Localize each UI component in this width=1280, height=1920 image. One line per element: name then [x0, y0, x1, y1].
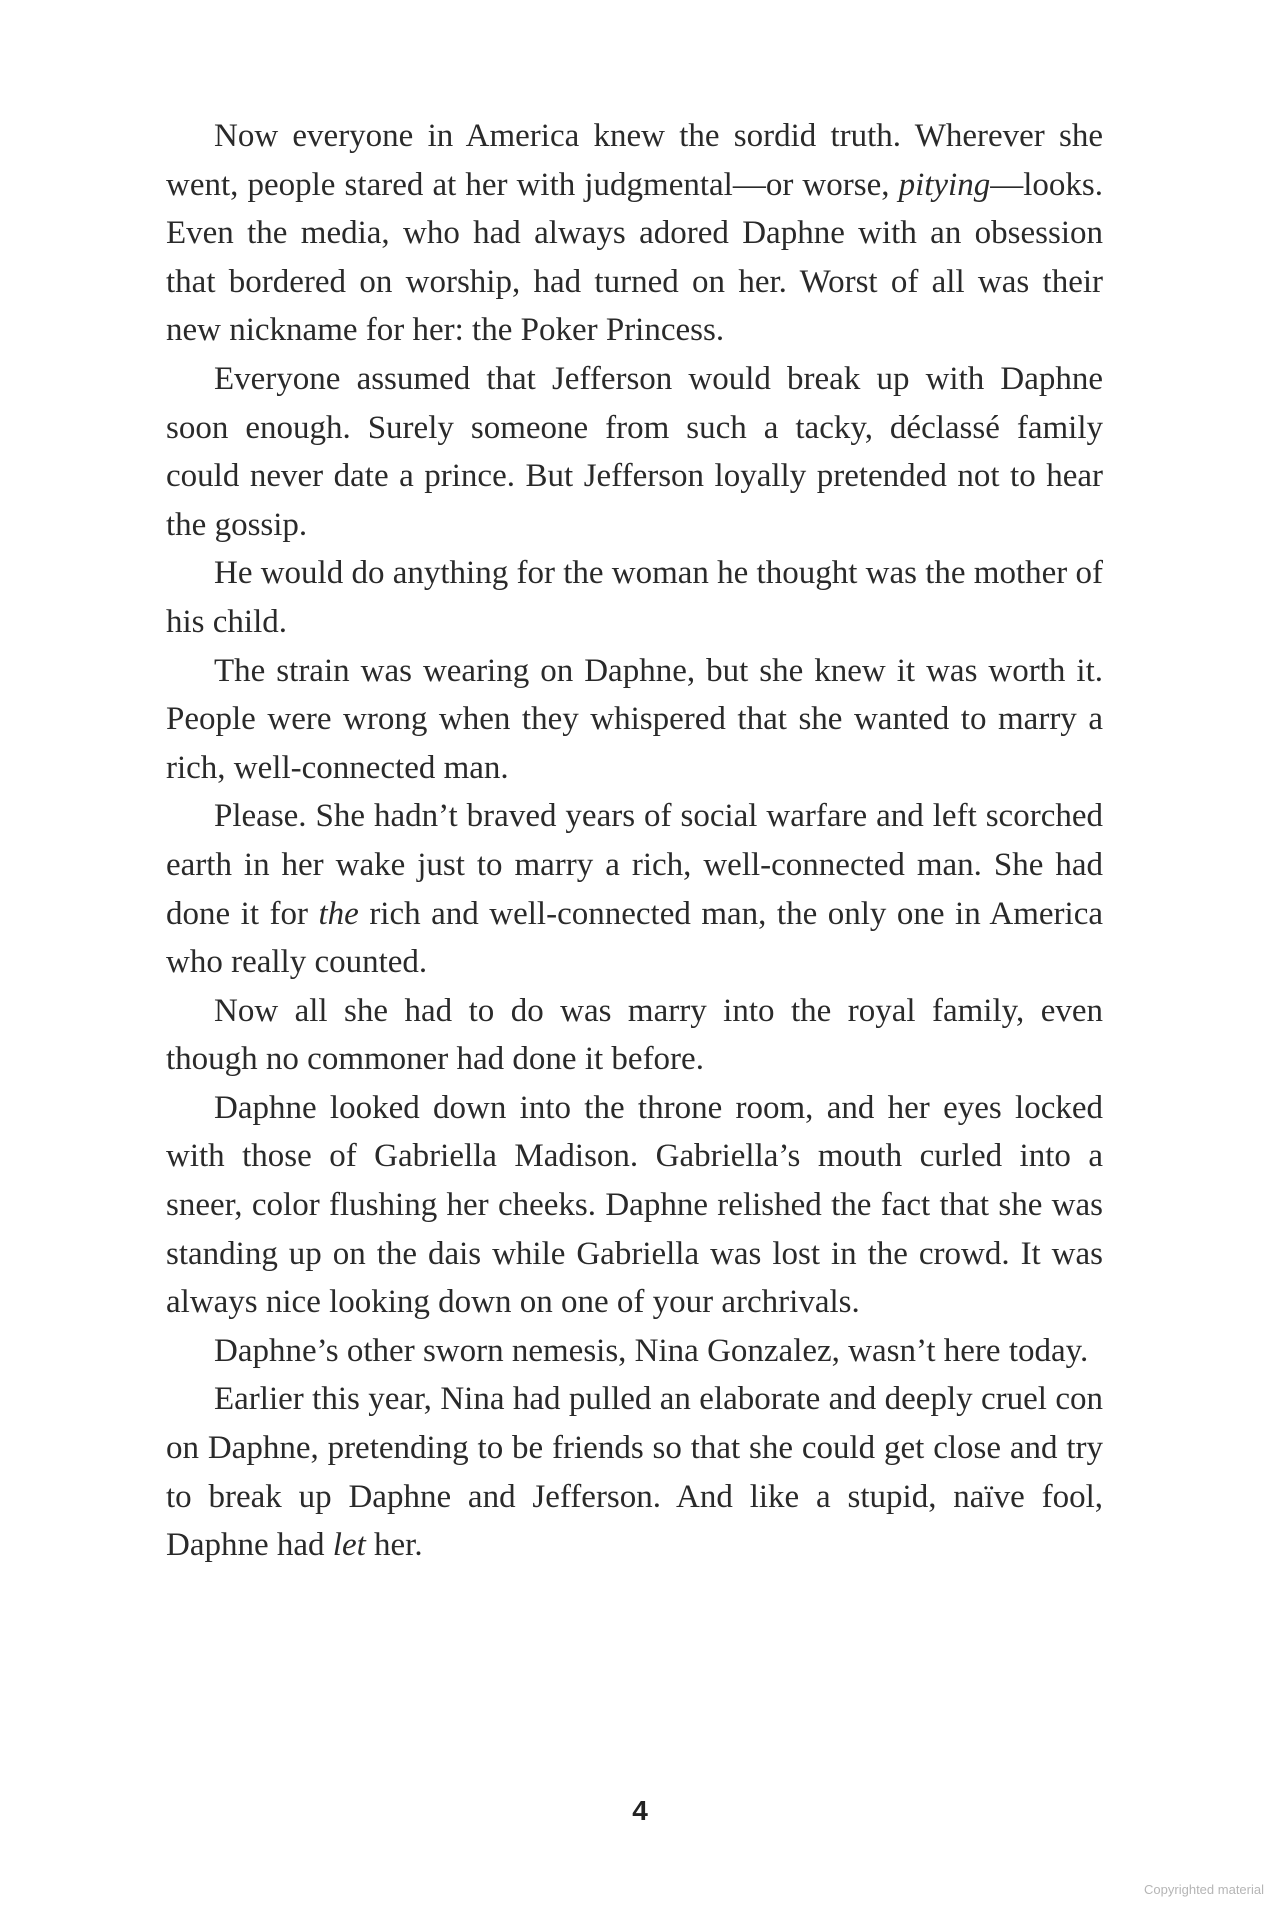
paragraph-6: Now all she had to do was marry into the royal family, even though no commoner had done it before.	[166, 992, 1103, 1078]
paragraph-2: Everyone assumed that Jefferson would break up with Daphne soon enough. Surely someone from such a tacky, déclassé family could never date a prince. But Jefferson loyally pretended not to hear the gossip.	[166, 360, 1103, 543]
page-number: 4	[632, 1795, 648, 1826]
paragraph-3: He would do anything for the woman he thought was the mother of his child.	[166, 555, 1103, 640]
paragraph-1: Now everyone in America knew the sordid truth. Wherever she went, people stared at her with judgmental—or worse, pitying—looks. Even the media, who had always adored Daphne with an obsession that bordered on worship, had turned on her. Worst of all was their new nickname for her: the Poker Princess.	[166, 118, 1103, 349]
paragraph-5: Please. She hadn’t braved years of social warfare and left scorched earth in her wake just to marry a rich, well-connected man. She had done it for the rich and well-connected man, the only one in America who really counted.	[166, 798, 1104, 981]
paragraph-7: Daphne looked down into the throne room, and her eyes locked with those of Gabriella Madison. Gabriella’s mouth curled into a sneer, color flushing her cheeks. Daphne relished the fact that she was standing up on the dais while Gabriella was lost in the crowd. It was always nice looking down on one of your archrivals.	[166, 1089, 1103, 1321]
body-text	[166, 112, 1103, 1570]
copyright-watermark: Copyrighted material	[1144, 1882, 1264, 1897]
paragraph-9: Earlier this year, Nina had pulled an elaborate and deeply cruel con on Daphne, pretending to be friends so that she could get close and try to break up Daphne and Jefferson. And like a stupid, naïve fool, Daphne had let her.	[166, 1381, 1103, 1564]
paragraph-8: Daphne’s other sworn nemesis, Nina Gonzalez, wasn’t here today.	[214, 1332, 1089, 1369]
paragraph-4: The strain was wearing on Daphne, but she knew it was worth it. People were wrong when they whispered that she wanted to marry a rich, well-connected man.	[166, 652, 1103, 786]
